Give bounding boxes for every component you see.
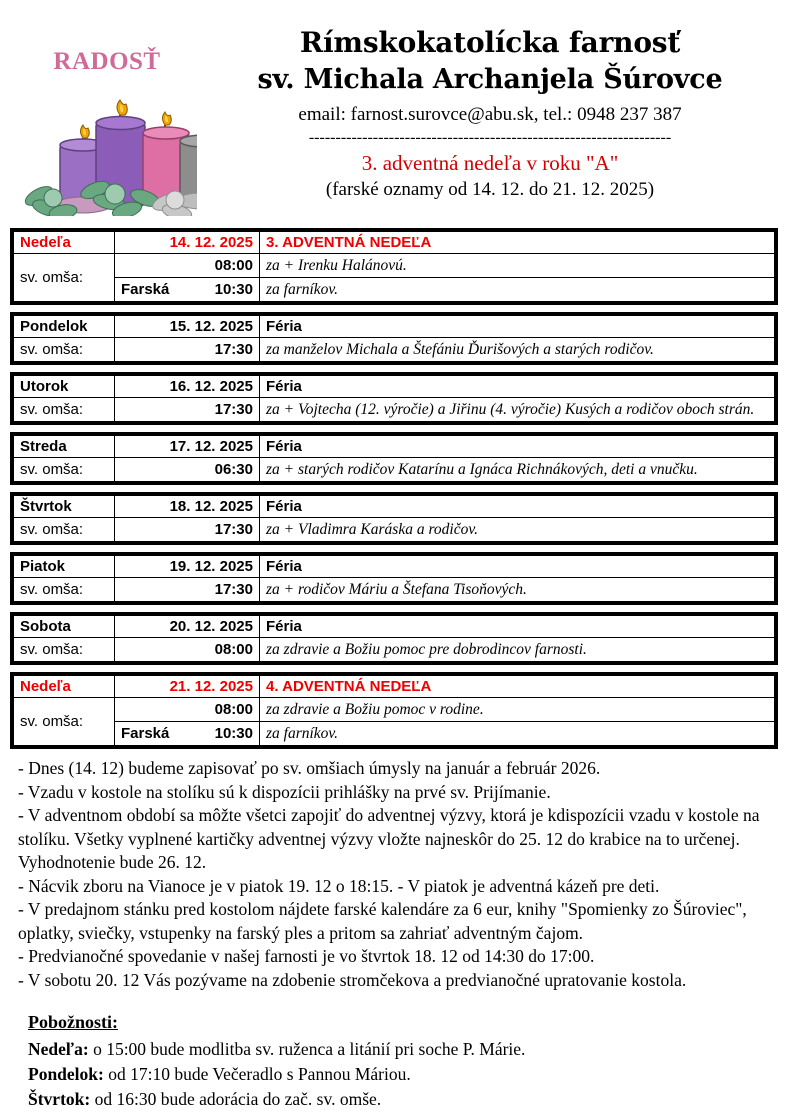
- liturgical-sunday-title: 3. adventná nedeľa v roku "A": [361, 151, 619, 175]
- mass-row: [14, 254, 775, 278]
- mass-time: 17:30: [115, 338, 260, 362]
- day-name: Sobota: [14, 616, 115, 638]
- parish-title-line2: sv. Michala Archanjela Šúrovce: [257, 64, 723, 95]
- mass-intention: za + starých rodičov Katarínu a Ignáca Richnákových, deti a vnučku.: [260, 458, 775, 482]
- day-table: [13, 375, 775, 422]
- day-feast: 4. ADVENTNÁ NEDEĽA: [260, 676, 775, 698]
- devotion-text: od 17:10 bude Večeradlo s Pannou Máriou.: [103, 1064, 411, 1084]
- announcement-item: - V adventnom období sa môžte všetci zapojiť do adventnej výzvy, ktorá je kdispozícii vzadu v kostole na stolíku. Všetky vyplnené kartičky adventnej výzvy vložte najneskôr do 25. 12 do krabice na to určenej. Vyhodnotenie bude 26. 12.: [18, 805, 760, 872]
- announcement-item: - Vzadu v kostole na stolíku sú k dispozícii prihlášky na prvé sv. Prijímanie.: [18, 781, 551, 802]
- mass-label: sv. omša:: [14, 254, 115, 302]
- mass-row: [14, 398, 775, 422]
- mass-row: [14, 458, 775, 482]
- day-feast: Féria: [260, 376, 775, 398]
- day-name: Pondelok: [14, 316, 115, 338]
- day-block: [10, 492, 778, 545]
- day-header-row: [14, 496, 775, 518]
- day-block: [10, 552, 778, 605]
- devotion-day: Nedeľa:: [28, 1039, 89, 1059]
- day-table: [13, 555, 775, 602]
- announcement-item: - V sobotu 20. 12 Vás pozývame na zdobenie stromčekova a predvianočné upratovanie kostola.: [18, 969, 687, 990]
- announcement-date-range: (farské oznamy od 14. 12. do 21. 12. 2025): [325, 179, 655, 200]
- day-name: Streda: [14, 436, 115, 458]
- mass-type-label: Farská: [121, 725, 170, 742]
- header-text-block: [200, 26, 780, 203]
- day-name: Utorok: [14, 376, 115, 398]
- parish-contact: email: farnost.surovce@abu.sk, tel.: 0948 237 387: [298, 104, 682, 125]
- radost-word: RADOSŤ: [53, 48, 161, 75]
- mass-label: sv. omša:: [14, 398, 115, 422]
- day-date: 14. 12. 2025: [115, 232, 260, 254]
- mass-intention: za farníkov.: [260, 278, 775, 302]
- mass-intention: za farníkov.: [260, 722, 775, 746]
- mass-time: 08:00: [115, 638, 260, 662]
- day-header-row: [14, 376, 775, 398]
- devotion-day: Štvrtok:: [28, 1089, 91, 1109]
- mass-row: [14, 638, 775, 662]
- day-feast: Féria: [260, 316, 775, 338]
- mass-label: sv. omša:: [14, 518, 115, 542]
- parish-announcements: [18, 757, 772, 992]
- day-block: [10, 228, 778, 305]
- day-block: [10, 672, 778, 749]
- advent-wreath-icon: [17, 78, 197, 216]
- devotion-item: [28, 1037, 772, 1062]
- mass-label: sv. omša:: [14, 638, 115, 662]
- document-header: [0, 0, 790, 228]
- mass-intention: za zdravie a Božiu pomoc v rodine.: [260, 698, 775, 722]
- day-feast: Féria: [260, 616, 775, 638]
- devotions-heading: Pobožnosti:: [28, 1012, 118, 1032]
- day-table: [13, 315, 775, 362]
- mass-intention: za + Irenku Halánovú.: [260, 254, 775, 278]
- mass-schedule: [10, 228, 778, 749]
- mass-label: sv. omša:: [14, 698, 115, 746]
- day-table: [13, 615, 775, 662]
- day-name: Piatok: [14, 556, 115, 578]
- mass-row: [14, 578, 775, 602]
- mass-row: [14, 698, 775, 722]
- day-table: [13, 231, 775, 302]
- advent-wreath-block: [12, 48, 202, 216]
- mass-intention: za + rodičov Máriu a Štefana Tisoňových.: [260, 578, 775, 602]
- day-block: [10, 372, 778, 425]
- devotion-item: [28, 1062, 772, 1087]
- day-date: 17. 12. 2025: [115, 436, 260, 458]
- mass-type-label: Farská: [121, 281, 170, 298]
- announcement-item: - Predvianočné spovedanie v našej farnosti je vo štvrtok 18. 12 od 14:30 do 17:00.: [18, 946, 595, 966]
- day-header-row: [14, 436, 775, 458]
- parish-title-line1: Rímskokatolícka farnosť: [299, 26, 681, 59]
- day-date: 18. 12. 2025: [115, 496, 260, 518]
- mass-row: [14, 278, 775, 302]
- day-date: 15. 12. 2025: [115, 316, 260, 338]
- mass-time: 06:30: [115, 458, 260, 482]
- day-header-row: [14, 616, 775, 638]
- mass-intention: za + Vojtecha (12. výročie) a Jiřinu (4. výročie) Kusých a rodičov oboch strán.: [260, 398, 775, 422]
- announcement-item: - V predajnom stánku pred kostolom nájdete farské kalendáre za 6 eur, knihy "Spomienky zo Šúroviec", oplatky, sviečky, vstupenky na farský ples a pritom sa zahriať adventným čajom.: [18, 899, 747, 943]
- mass-intention: za zdravie a Božiu pomoc pre dobrodincov farnosti.: [260, 638, 775, 662]
- day-feast: Féria: [260, 556, 775, 578]
- day-feast: 3. ADVENTNÁ NEDEĽA: [260, 232, 775, 254]
- day-date: 21. 12. 2025: [115, 676, 260, 698]
- mass-time: 17:30: [115, 398, 260, 422]
- day-table: [13, 435, 775, 482]
- mass-time: Farská 10:30: [115, 278, 260, 302]
- mass-row: [14, 518, 775, 542]
- day-table: [13, 675, 775, 746]
- day-table: [13, 495, 775, 542]
- day-date: 16. 12. 2025: [115, 376, 260, 398]
- day-date: 20. 12. 2025: [115, 616, 260, 638]
- mass-label: sv. omša:: [14, 578, 115, 602]
- devotion-text: od 16:30 bude adorácia do zač. sv. omše.: [90, 1089, 382, 1109]
- devotion-item: [28, 1087, 772, 1112]
- day-name: Štvrtok: [14, 496, 115, 518]
- day-block: [10, 432, 778, 485]
- day-header-row: [14, 316, 775, 338]
- dashed-divider: --------------------------------------------------------------------: [308, 129, 672, 146]
- day-header-row: [14, 676, 775, 698]
- mass-label: sv. omša:: [14, 338, 115, 362]
- mass-time: 17:30: [115, 518, 260, 542]
- day-date: 19. 12. 2025: [115, 556, 260, 578]
- announcement-item: - Nácvik zboru na Vianoce je v piatok 19. 12 o 18:15. - V piatok je adventná kázeň pre deti.: [18, 875, 660, 896]
- day-name: Nedeľa: [14, 676, 115, 698]
- mass-intention: za manželov Michala a Štefániu Ďurišových a starých rodičov.: [260, 338, 775, 362]
- day-feast: Féria: [260, 436, 775, 458]
- announcement-item: - Dnes (14. 12) budeme zapisovať po sv. omšiach úmysly na január a február 2026.: [18, 758, 601, 778]
- mass-time: 17:30: [115, 578, 260, 602]
- day-block: [10, 612, 778, 665]
- devotion-day: Pondelok:: [28, 1064, 104, 1084]
- mass-intention: za + Vladimra Karáska a rodičov.: [260, 518, 775, 542]
- mass-time: Farská 10:30: [115, 722, 260, 746]
- day-feast: Féria: [260, 496, 775, 518]
- mass-time: 08:00: [115, 698, 260, 722]
- mass-row: [14, 338, 775, 362]
- day-name: Nedeľa: [14, 232, 115, 254]
- mass-row: [14, 722, 775, 746]
- day-block: [10, 312, 778, 365]
- devotions-section: [28, 1010, 772, 1112]
- day-header-row: [14, 232, 775, 254]
- mass-label: sv. omša:: [14, 458, 115, 482]
- day-header-row: [14, 556, 775, 578]
- mass-time: 08:00: [115, 254, 260, 278]
- devotion-text: o 15:00 bude modlitba sv. ruženca a litánií pri soche P. Márie.: [88, 1039, 526, 1059]
